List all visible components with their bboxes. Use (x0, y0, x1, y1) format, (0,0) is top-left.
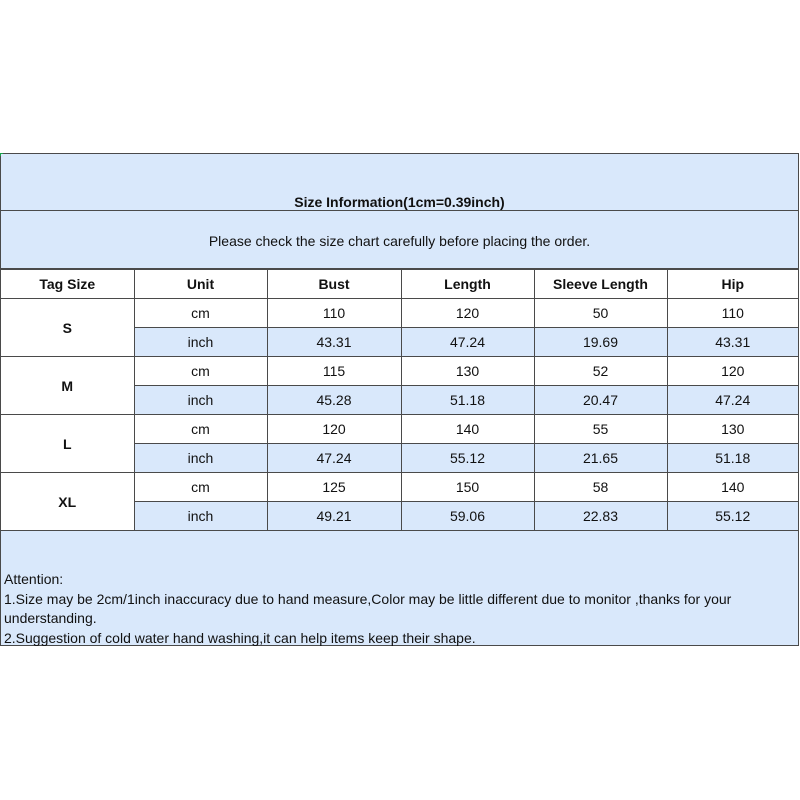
bust-cell: 115 (267, 357, 401, 386)
hip-cell: 51.18 (667, 444, 798, 473)
chart-note: Please check the size chart carefully before placing the order. (208, 233, 591, 249)
unit-cell: cm (134, 299, 267, 328)
bust-cell: 45.28 (267, 386, 401, 415)
chart-title: Size Information(1cm=0.39inch) (294, 194, 505, 210)
note-band (1, 211, 798, 269)
length-cell: 51.18 (401, 386, 534, 415)
attention-line-1: 1.Size may be 2cm/1inch inaccuracy due to hand measure,Color may be little different due to monitor ,thanks for your understanding. (4, 590, 732, 626)
hip-cell: 47.24 (667, 386, 798, 415)
header-tag-size: Tag Size (1, 270, 134, 299)
sleeve-cell: 50 (534, 299, 667, 328)
tag-size-cell: M (1, 357, 134, 415)
size-chart (0, 153, 799, 646)
bust-cell: 110 (267, 299, 401, 328)
table-row (1, 415, 798, 444)
table-row (1, 357, 798, 386)
sleeve-cell: 19.69 (534, 328, 667, 357)
hip-cell: 110 (667, 299, 798, 328)
hip-cell: 43.31 (667, 328, 798, 357)
bust-cell: 125 (267, 473, 401, 502)
length-cell: 120 (401, 299, 534, 328)
header-row (1, 270, 798, 299)
bust-cell: 49.21 (267, 502, 401, 531)
tag-size-cell: S (1, 299, 134, 357)
header-length: Length (401, 270, 534, 299)
attention-heading: Attention: (4, 571, 64, 587)
sleeve-cell: 58 (534, 473, 667, 502)
unit-cell: inch (134, 328, 267, 357)
attention-box (1, 530, 798, 645)
length-cell: 47.24 (401, 328, 534, 357)
attention-line-2: 2.Suggestion of cold water hand washing,it can help items keep their shape. (4, 629, 476, 646)
hip-cell: 130 (667, 415, 798, 444)
tag-size-cell: XL (1, 473, 134, 531)
sleeve-cell: 52 (534, 357, 667, 386)
sleeve-cell: 21.65 (534, 444, 667, 473)
sleeve-cell: 55 (534, 415, 667, 444)
bust-cell: 43.31 (267, 328, 401, 357)
table-row (1, 473, 798, 502)
unit-cell: inch (134, 386, 267, 415)
header-hip: Hip (667, 270, 798, 299)
unit-cell: inch (134, 444, 267, 473)
length-cell: 55.12 (401, 444, 534, 473)
title-band (1, 154, 798, 211)
hip-cell: 55.12 (667, 502, 798, 531)
header-sleeve-length: Sleeve Length (534, 270, 667, 299)
tag-size-cell: L (1, 415, 134, 473)
length-cell: 59.06 (401, 502, 534, 531)
length-cell: 140 (401, 415, 534, 444)
length-cell: 150 (401, 473, 534, 502)
unit-cell: cm (134, 415, 267, 444)
hip-cell: 120 (667, 357, 798, 386)
size-table (1, 269, 798, 531)
bust-cell: 47.24 (267, 444, 401, 473)
unit-cell: inch (134, 502, 267, 531)
table-row (1, 299, 798, 328)
sleeve-cell: 20.47 (534, 386, 667, 415)
header-unit: Unit (134, 270, 267, 299)
sleeve-cell: 22.83 (534, 502, 667, 531)
bust-cell: 120 (267, 415, 401, 444)
header-bust: Bust (267, 270, 401, 299)
hip-cell: 140 (667, 473, 798, 502)
length-cell: 130 (401, 357, 534, 386)
unit-cell: cm (134, 357, 267, 386)
unit-cell: cm (134, 473, 267, 502)
